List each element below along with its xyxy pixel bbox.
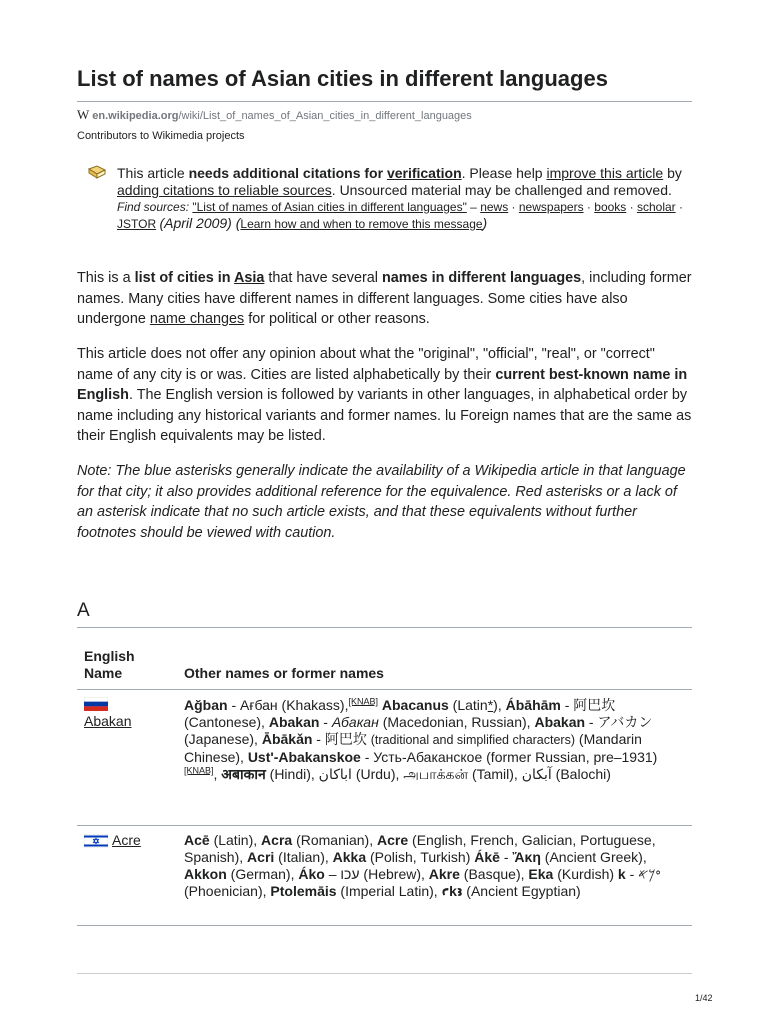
source-path: /wiki/List_of_names_of_Asian_cities_in_different_languages: [178, 110, 472, 122]
separator: ·: [583, 200, 595, 214]
name-text: (Macedonian, Russian),: [378, 714, 535, 730]
name-text: - 阿巴坎 (Cantonese),: [184, 697, 616, 730]
name-text: ,: [213, 766, 222, 782]
text: for political or other reasons.: [244, 311, 430, 328]
notice-text: This article: [117, 165, 189, 181]
name-bold: Ἄκη: [512, 849, 541, 865]
name-text: (Ancient Egyptian): [462, 883, 581, 899]
name-text: (Polish, Turkish): [366, 849, 475, 865]
name-text: (Mandarin Chinese),: [184, 731, 642, 765]
name-bold: Akka: [332, 849, 367, 865]
name-text: (Latin: [448, 697, 488, 713]
name-bold: Akre: [428, 866, 460, 882]
row-divider: [77, 925, 692, 926]
name-text: - Ағбан (Khakass),: [227, 697, 349, 713]
intro-paragraph-1: [77, 268, 692, 330]
name-bold: Ábāhām: [505, 697, 561, 713]
separator: –: [466, 200, 481, 214]
bold-text: current best-known name in English: [77, 366, 688, 404]
name-text: - アバカン (Japanese),: [184, 714, 653, 747]
name-text: (Kurdish): [553, 866, 618, 882]
book-icon: [87, 165, 107, 181]
name-text: (English, French, Galician, Portuguese, Spanish),: [184, 832, 656, 865]
adding-citations-link[interactable]: adding citations to reliable sources: [117, 182, 332, 198]
notice-text: by: [663, 165, 682, 181]
text: . The English version is followed by variants in other languages, in alphabetical order by name including any historical variants and former names. lu Foreign names that are the same as their English equivalents may be listed.: [77, 387, 692, 445]
source-url[interactable]: [77, 107, 472, 123]
text: This is a: [77, 270, 135, 286]
name-text: (Italian),: [274, 849, 333, 865]
name-bold: Ābākǎn: [261, 731, 313, 747]
name-bold: Eka: [528, 866, 554, 882]
source-domain: en.wikipedia.org: [92, 110, 179, 122]
news-link[interactable]: news: [480, 200, 509, 214]
name-text: -: [319, 714, 332, 730]
newspapers-link[interactable]: newspapers: [518, 200, 584, 214]
name-text: - 阿巴坎: [312, 731, 371, 747]
city-link-abakan[interactable]: Abakan: [84, 713, 132, 729]
name-text: (Basque),: [459, 866, 529, 882]
names-cell: [184, 832, 690, 900]
name-bold: अबाकान: [221, 766, 266, 782]
name-text: (Ancient Greek),: [540, 849, 647, 865]
name-bold: Ákē: [474, 849, 500, 865]
name-bold: Acra: [261, 832, 293, 848]
learn-remove-link[interactable]: Learn how and when to remove this message: [240, 217, 483, 231]
row-divider: [77, 825, 692, 826]
name-changes-link[interactable]: name changes: [149, 311, 245, 328]
find-sources: [117, 199, 692, 232]
paren: ): [482, 215, 488, 231]
text: that have several: [264, 270, 382, 286]
verification-link[interactable]: verification: [386, 165, 462, 181]
books-link[interactable]: books: [594, 200, 627, 214]
separator: ·: [508, 200, 519, 214]
name-text: (Imperial Latin),: [336, 883, 442, 899]
israel-flag-icon: [84, 834, 108, 848]
text: This article does not offer any opinion about what the "original", "official", "real", or "correct" name of any city is or was. Cities are listed alphabetically by their: [77, 346, 655, 383]
column-english-name: English Name: [84, 648, 135, 681]
page-number: 1/42: [695, 993, 713, 1003]
notice-date: (April 2009): [159, 215, 232, 231]
city-cell: [84, 697, 131, 729]
name-text: (Hindi), اباکان (Urdu), அபாக்கன் (Tamil), آبکان (Balochi): [265, 766, 611, 782]
name-bold: Ağban: [184, 697, 228, 713]
note-paragraph: Note: The blue asterisks generally indicate the availability of a Wikipedia article in that language for that city; it also provides additional reference for the equivalence. Red asterisks or a lack of an asterisk indicate that no such article exists, and that these equivalents without further footnotes should be viewed with caution.: [77, 463, 686, 541]
improve-article-link[interactable]: improve this article: [546, 165, 664, 181]
title-divider: [77, 101, 692, 102]
city-link-acre[interactable]: Acre: [112, 832, 141, 848]
text: , including former names. Many cities have different names in different languages. Some cities have also undergone: [77, 270, 692, 328]
name-bold: Acre: [377, 832, 409, 848]
name-bold: Acē: [184, 832, 210, 848]
city-cell: [84, 832, 141, 848]
knab-ref-link[interactable]: [KNAB]: [184, 765, 214, 776]
find-sources-label: Find sources:: [117, 200, 190, 214]
name-text: (German),: [226, 866, 299, 882]
name-text: - Усть-Абаканское (former Russian, pre–1931): [360, 749, 658, 765]
wikipedia-logo-icon: W: [77, 107, 90, 122]
name-bold: Akkon: [184, 866, 227, 882]
name-bold: Acri: [247, 849, 275, 865]
paren: (: [231, 215, 241, 231]
name-text: – עכו (Hebrew),: [324, 866, 429, 882]
name-bold: Abacanus: [377, 697, 449, 713]
name-bold: Áko: [298, 866, 325, 882]
name-text: (traditional and simplified characters): [370, 733, 576, 747]
bold-text: list of cities in: [134, 270, 234, 286]
page-footer-divider: [77, 973, 692, 974]
name-bold: Ptolemāis: [270, 883, 337, 899]
asia-link[interactable]: Asia: [234, 270, 265, 286]
asterisk-link[interactable]: *: [487, 697, 494, 713]
name-text: (Romanian),: [292, 832, 377, 848]
name-bold: ꜥkꜣ: [441, 883, 463, 899]
name-text: ),: [493, 697, 506, 713]
name-text: - 𐤏𐤊𐤀 (Phoenician),: [184, 866, 661, 899]
notice-bold: needs additional citations for: [188, 165, 387, 181]
notice-text: . Please help: [461, 165, 547, 181]
name-bold: Abakan: [268, 714, 320, 730]
section-heading-a: A: [77, 600, 90, 621]
knab-ref-link[interactable]: [KNAB]: [348, 696, 378, 707]
bold-text: names in different languages: [382, 270, 582, 286]
separator: ·: [675, 200, 683, 214]
find-query-link[interactable]: "List of names of Asian cities in different languages": [192, 200, 467, 214]
name-text: (Latin),: [209, 832, 262, 848]
column-other-names: Other names or former names: [184, 665, 384, 681]
name-text: -: [499, 849, 513, 865]
contributors-line: Contributors to Wikimedia projects: [77, 130, 245, 142]
scholar-link[interactable]: scholar: [636, 200, 676, 214]
name-bold: Abakan: [534, 714, 586, 730]
separator: ·: [626, 200, 637, 214]
names-cell: [184, 697, 690, 783]
page-title: List of names of Asian cities in different languages: [77, 66, 608, 91]
row-divider: [77, 689, 692, 690]
intro-paragraph-2: [77, 344, 692, 447]
section-divider: [77, 627, 692, 628]
jstor-link[interactable]: JSTOR: [117, 217, 157, 231]
name-bold: k: [617, 866, 626, 882]
name-bold: Ust'-Abakanskoe: [247, 749, 361, 765]
notice-text: . Unsourced material may be challenged and removed.: [331, 182, 672, 198]
name-italic: Абакан: [331, 714, 379, 730]
russia-flag-icon: [84, 697, 108, 711]
